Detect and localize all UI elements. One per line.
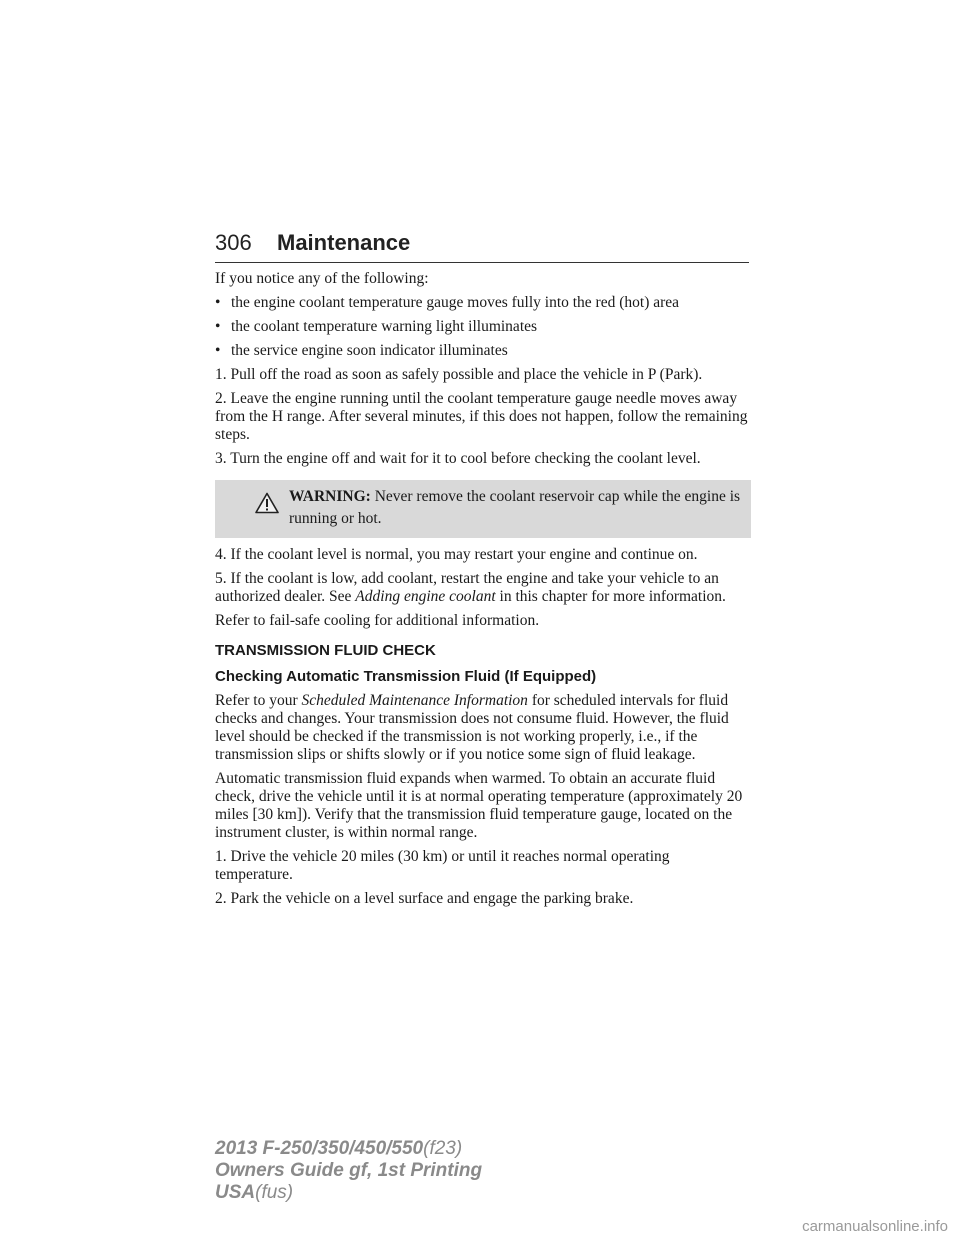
model-code: (f23) bbox=[423, 1138, 463, 1159]
footer-line-2: Owners Guide gf, 1st Printing bbox=[215, 1160, 483, 1181]
page-footer bbox=[215, 1138, 482, 1204]
footer-line-3 bbox=[215, 1182, 482, 1204]
transmission-step-2: 2. Park the vehicle on a level surface and engage the parking brake. bbox=[215, 890, 634, 907]
bullet-dot: • bbox=[215, 342, 221, 359]
intro-text: If you notice any of the following: bbox=[215, 270, 429, 287]
step-5-text-end: in this chapter for more information. bbox=[495, 588, 726, 605]
warning-box bbox=[215, 480, 751, 538]
step-5 bbox=[215, 570, 751, 606]
market-code: (fus) bbox=[255, 1182, 294, 1203]
model-name: 2013 F-250/350/450/550 bbox=[215, 1138, 424, 1159]
warning-text: Never remove the coolant reservoir cap while the engine is running or hot. bbox=[289, 488, 741, 527]
page-number: 306 bbox=[215, 230, 252, 255]
para-1-text-end: for scheduled intervals for fluid checks and changes. Your transmission does not consume fluid. However, the fluid level should be checked if the transmission is not working properly, i.e., if the transmission slips or shifts slowly or if you notice some sign of fluid leakage. bbox=[215, 692, 729, 763]
bullet-item bbox=[215, 342, 751, 360]
subheading: Checking Automatic Transmission Fluid (If Equipped) bbox=[215, 668, 597, 685]
bullet-dot: • bbox=[215, 318, 221, 335]
bullet-text: the coolant temperature warning light illuminates bbox=[231, 318, 538, 335]
bullet-dot: • bbox=[215, 294, 221, 311]
transmission-paragraph-1 bbox=[215, 692, 751, 764]
bullet-item bbox=[215, 318, 751, 336]
step-1: 1. Pull off the road as soon as safely possible and place the vehicle in P (Park). bbox=[215, 366, 703, 383]
warning-label: WARNING: bbox=[289, 488, 371, 505]
section-heading: TRANSMISSION FLUID CHECK bbox=[215, 642, 436, 659]
bullet-text: the service engine soon indicator illuminates bbox=[231, 342, 508, 359]
warning-triangle-icon bbox=[255, 492, 279, 521]
transmission-paragraph-2: Automatic transmission fluid expands when warmed. To obtain an accurate fluid check, drive the vehicle until it is at normal operating temperature (approximately 20 miles [30 km]). Verify that the transmission fluid temperature gauge, located on the instrument cluster, is within normal range. bbox=[215, 770, 743, 841]
step-2: 2. Leave the engine running until the coolant temperature gauge needle moves away from the H range. After several minutes, if this does not happen, follow the remaining steps. bbox=[215, 390, 748, 443]
step-5-text: 5. If the coolant is low, add coolant, restart the engine and take your vehicle to an authorized dealer. See bbox=[215, 570, 719, 605]
market-name: USA bbox=[215, 1182, 256, 1203]
footer-line-1 bbox=[215, 1138, 482, 1160]
adding-coolant-reference: Adding engine coolant bbox=[355, 588, 496, 605]
bullet-text: the engine coolant temperature gauge moves fully into the red (hot) area bbox=[231, 294, 680, 311]
page-content bbox=[215, 270, 751, 914]
step-3: 3. Turn the engine off and wait for it to cool before checking the coolant level. bbox=[215, 450, 701, 467]
watermark: carmanualsonline.info bbox=[802, 1218, 948, 1235]
section-title: Maintenance bbox=[277, 230, 411, 255]
page-header bbox=[215, 228, 749, 263]
failsafe-note: Refer to fail-safe cooling for additional information. bbox=[215, 612, 540, 629]
bullet-item bbox=[215, 294, 751, 312]
para-1-text: Refer to your bbox=[215, 692, 302, 709]
step-4: 4. If the coolant level is normal, you may restart your engine and continue on. bbox=[215, 546, 698, 563]
transmission-step-1: 1. Drive the vehicle 20 miles (30 km) or until it reaches normal operating temperature. bbox=[215, 848, 670, 883]
maintenance-info-reference: Scheduled Maintenance Information bbox=[301, 692, 528, 709]
